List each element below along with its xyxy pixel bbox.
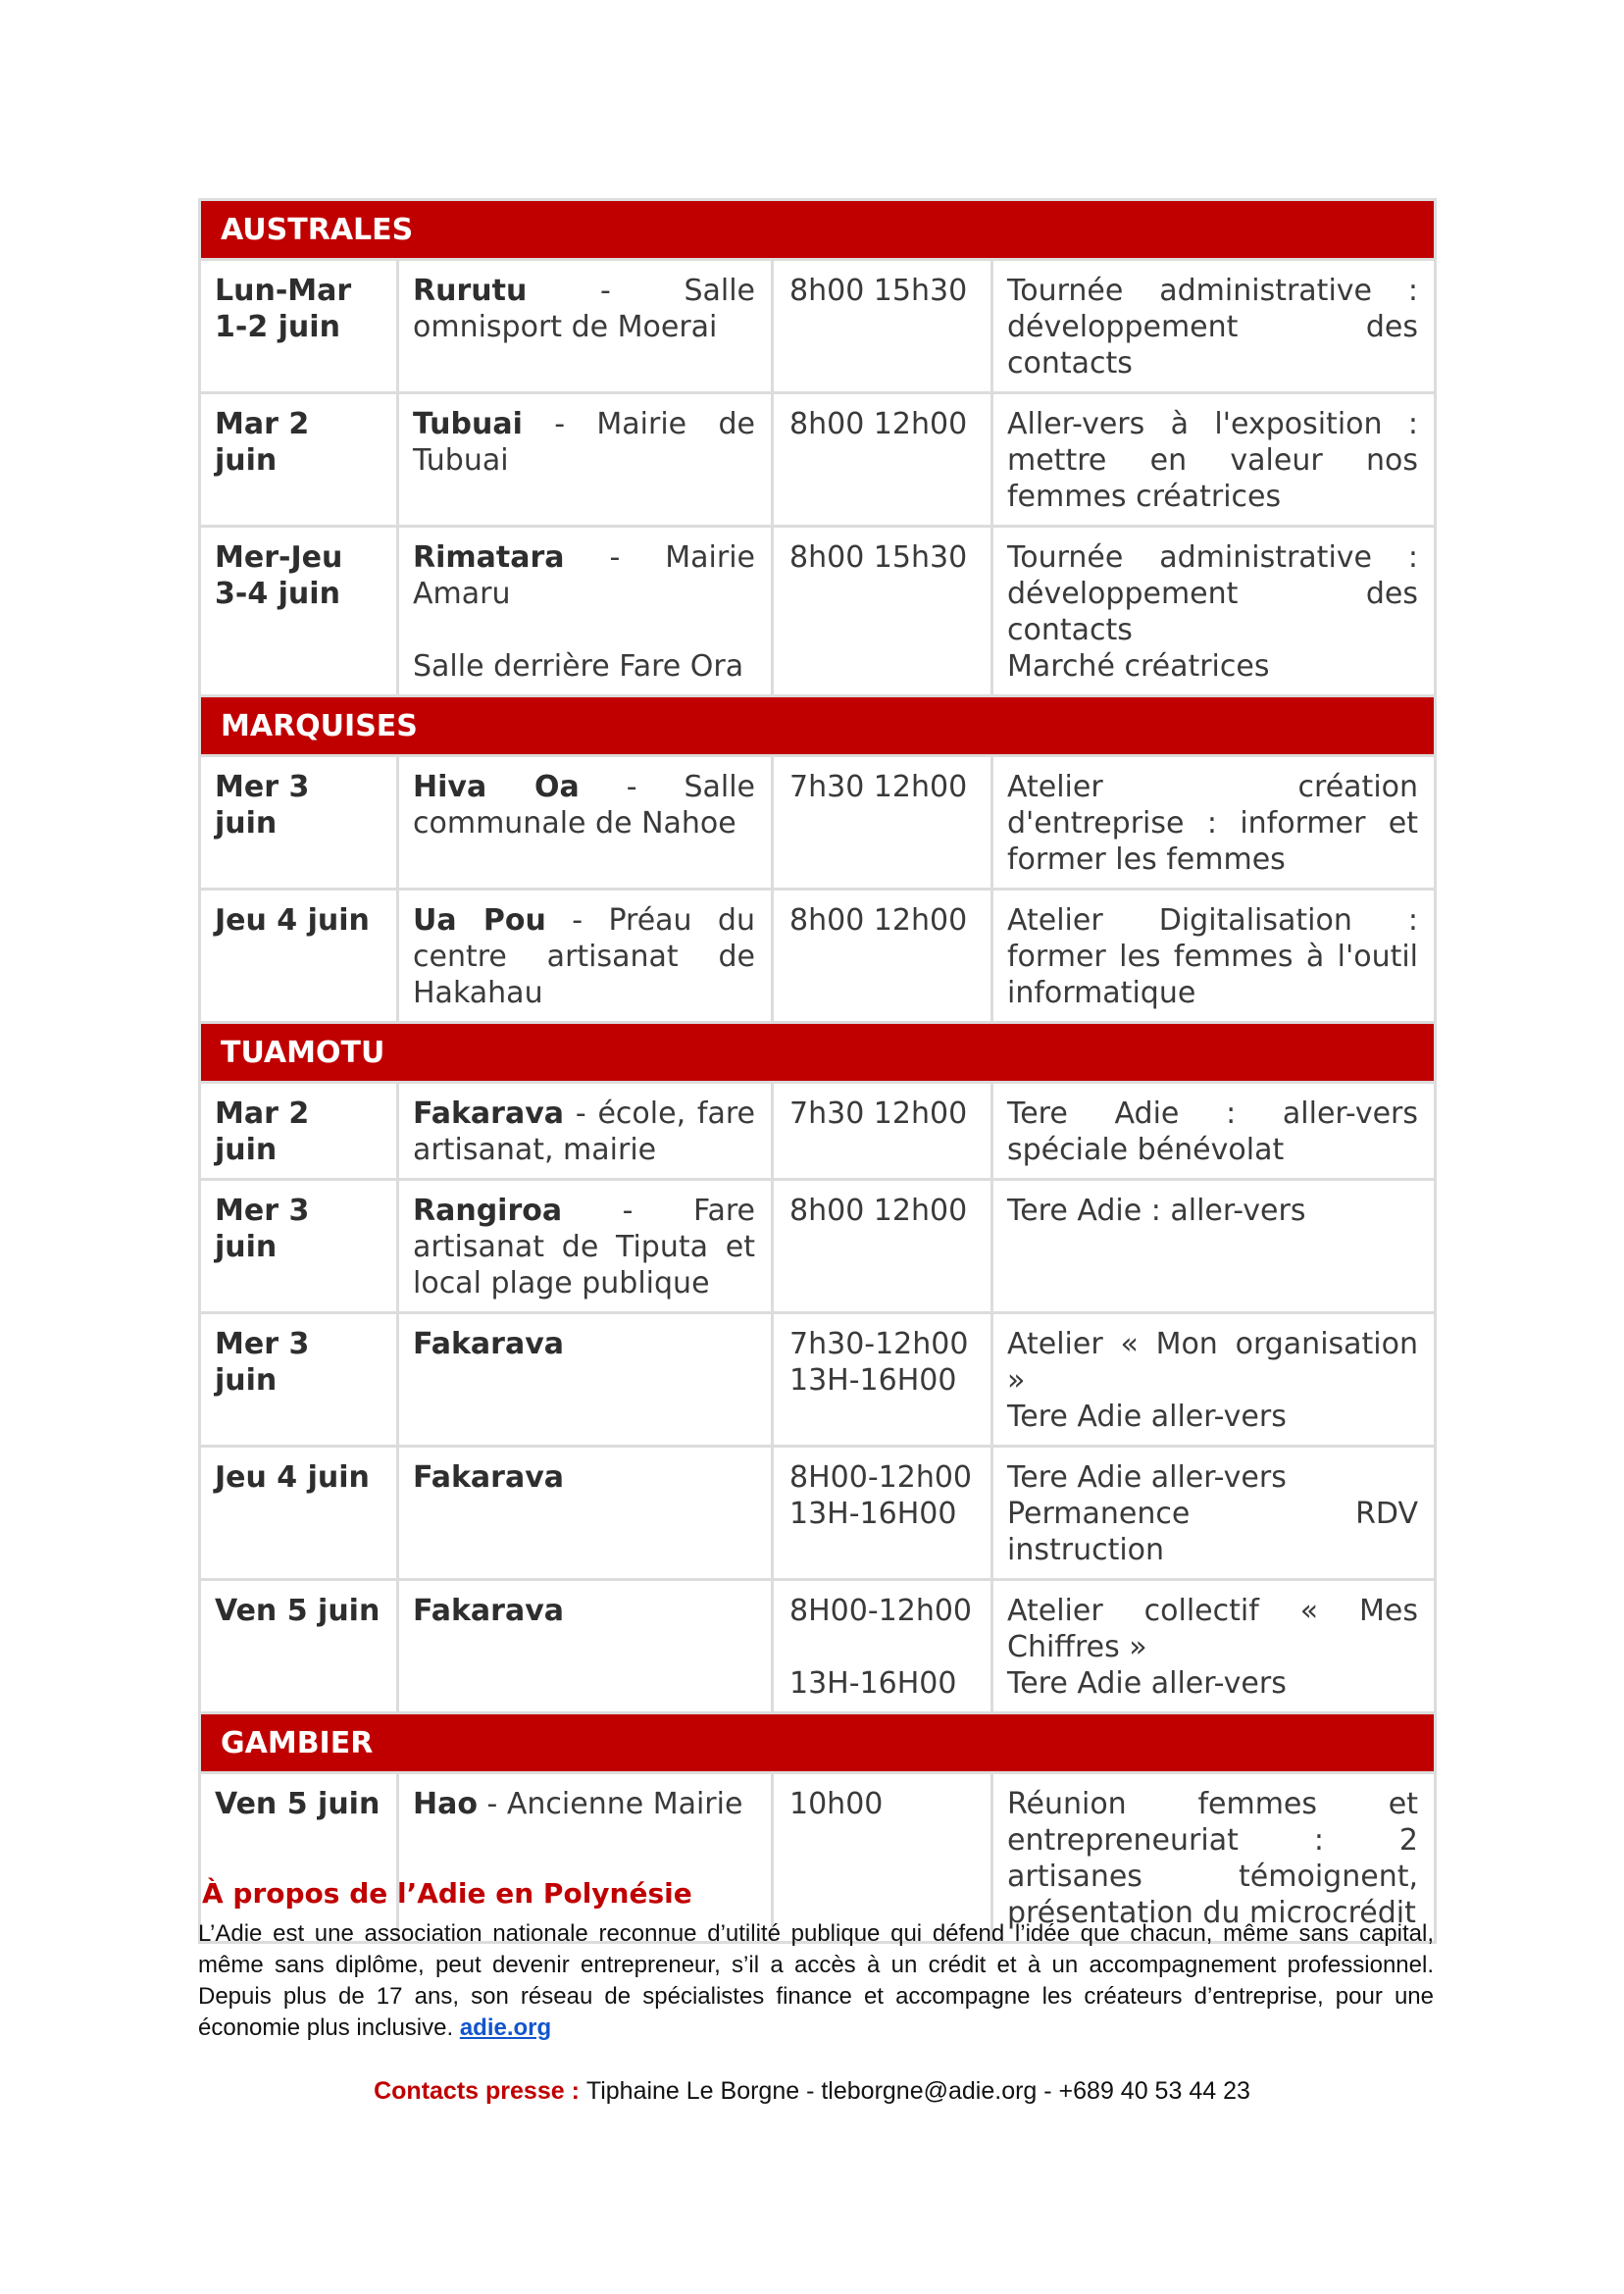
event-description: Atelier Digitalisation : former les femmes à l'outil informatique	[992, 890, 1436, 1023]
event-description: Réunion femmes et entrepreneuriat : 2 artisanes témoignent, présentation du microcrédit	[992, 1773, 1436, 1943]
event-description: Atelier collectif « Mes Chiffres » Tere Adie aller-vers	[992, 1580, 1436, 1713]
event-date: Jeu 4 juin	[200, 1447, 398, 1580]
event-row	[200, 260, 1436, 393]
event-date: Jeu 4 juin	[200, 890, 398, 1023]
region-header	[200, 1023, 1436, 1083]
event-time: 8H00-12h00 13H-16H00	[773, 1447, 992, 1580]
event-description: Tere Adie : aller-vers	[992, 1180, 1436, 1313]
about-body: L’Adie est une association nationale reconnue d’utilité publique qui défend l’idée que chacun, même sans capital, même sans diplôme, peut devenir entrepreneur, s’il a accès à un crédit et à un accompagnement professionnel. Depuis plus de 17 ans, son réseau de spécialistes finance et accompagne les créateurs d’entreprise, pour une économie plus inclusive.	[198, 1920, 1434, 2041]
event-date: Ven 5 juin	[200, 1773, 398, 1943]
event-row	[200, 1580, 1436, 1713]
press-contacts-label: Contacts presse :	[374, 2077, 586, 2105]
region-title: AUSTRALES	[200, 200, 1436, 260]
event-place	[398, 1180, 773, 1313]
region-header	[200, 200, 1436, 260]
event-row	[200, 1083, 1436, 1180]
event-description: Tournée administrative : développement des contacts	[992, 260, 1436, 393]
event-venue: - Salle omnisport de Moerai	[413, 274, 755, 344]
event-row	[200, 890, 1436, 1023]
event-date: Mar 2 juin	[200, 393, 398, 527]
event-place	[398, 1447, 773, 1580]
event-location: Fakarava	[413, 1594, 565, 1628]
event-time: 10h00	[773, 1773, 992, 1943]
event-place	[398, 1773, 773, 1943]
event-description: Tournée administrative : développement des contacts Marché créatrices	[992, 527, 1436, 696]
event-date: Mer 3 juin	[200, 1313, 398, 1447]
event-location: Hao	[413, 1787, 478, 1821]
event-date: Ven 5 juin	[200, 1580, 398, 1713]
event-row	[200, 1773, 1436, 1943]
press-contacts-text: Tiphaine Le Borgne - tleborgne@adie.org - +689 40 53 44 23	[585, 2077, 1250, 2105]
event-description: Atelier « Mon organisation » Tere Adie aller-vers	[992, 1313, 1436, 1447]
event-venue: - Préau du centre artisanat de Hakahau	[413, 903, 755, 1010]
event-date: Mer-Jeu 3-4 juin	[200, 527, 398, 696]
event-place	[398, 1083, 773, 1180]
region-title: TUAMOTU	[200, 1023, 1436, 1083]
event-time: 8h00 12h00	[773, 393, 992, 527]
event-description: Tere Adie aller-vers Permanence RDV instruction	[992, 1447, 1436, 1580]
event-date: Mar 2 juin	[200, 1083, 398, 1180]
event-description: Tere Adie : aller-vers spéciale bénévolat	[992, 1083, 1436, 1180]
event-location: Fakarava	[413, 1096, 565, 1131]
event-description: Aller-vers à l'exposition : mettre en valeur nos femmes créatrices	[992, 393, 1436, 527]
schedule-table	[198, 198, 1437, 1944]
event-date: Mer 3 juin	[200, 756, 398, 890]
event-place	[398, 1313, 773, 1447]
event-venue: - école, fare artisanat, mairie	[413, 1096, 755, 1167]
event-location: Hiva Oa	[413, 770, 580, 804]
event-row	[200, 756, 1436, 890]
event-time: 8h00 12h00	[773, 1180, 992, 1313]
event-date: Lun-Mar 1-2 juin	[200, 260, 398, 393]
region-title: GAMBIER	[200, 1713, 1436, 1773]
event-time: 7h30 12h00	[773, 1083, 992, 1180]
event-place	[398, 527, 773, 696]
event-place	[398, 393, 773, 527]
event-row	[200, 527, 1436, 696]
event-location: Rangiroa	[413, 1194, 563, 1228]
event-venue: - Fare artisanat de Tiputa et local plage publique	[413, 1194, 755, 1300]
event-description: Atelier création d'entreprise : informer et former les femmes	[992, 756, 1436, 890]
region-header	[200, 696, 1436, 756]
event-time: 8h00 12h00	[773, 890, 992, 1023]
press-contacts	[0, 2077, 1624, 2106]
event-location: Rurutu	[413, 274, 528, 308]
event-venue: - Salle communale de Nahoe	[413, 770, 756, 841]
event-time: 8H00-12h00 13H-16H00	[773, 1580, 992, 1713]
event-row	[200, 1447, 1436, 1580]
adie-link[interactable]: adie.org	[459, 2014, 552, 2041]
event-venue: - Mairie Amaru Salle derrière Fare Ora	[413, 540, 755, 684]
region-header	[200, 1713, 1436, 1773]
event-place	[398, 756, 773, 890]
event-time: 7h30 12h00	[773, 756, 992, 890]
event-location: Rimatara	[413, 540, 565, 575]
about-text	[198, 1918, 1434, 2044]
event-row	[200, 1313, 1436, 1447]
event-place	[398, 890, 773, 1023]
event-venue: - Ancienne Mairie	[477, 1787, 743, 1821]
event-date: Mer 3 juin	[200, 1180, 398, 1313]
event-time: 7h30-12h00 13H-16H00	[773, 1313, 992, 1447]
event-row	[200, 1180, 1436, 1313]
event-time: 8h00 15h30	[773, 260, 992, 393]
event-location: Ua Pou	[413, 903, 546, 938]
region-title: MARQUISES	[200, 696, 1436, 756]
event-location: Tubuai	[413, 407, 523, 441]
event-place	[398, 260, 773, 393]
event-place	[398, 1580, 773, 1713]
event-row	[200, 393, 1436, 527]
event-location: Fakarava	[413, 1327, 565, 1361]
event-venue: - Mairie de Tubuai	[413, 407, 755, 478]
about-title: À propos de l’Adie en Polynésie	[202, 1877, 692, 1910]
event-time: 8h00 15h30	[773, 527, 992, 696]
event-location: Fakarava	[413, 1460, 565, 1495]
